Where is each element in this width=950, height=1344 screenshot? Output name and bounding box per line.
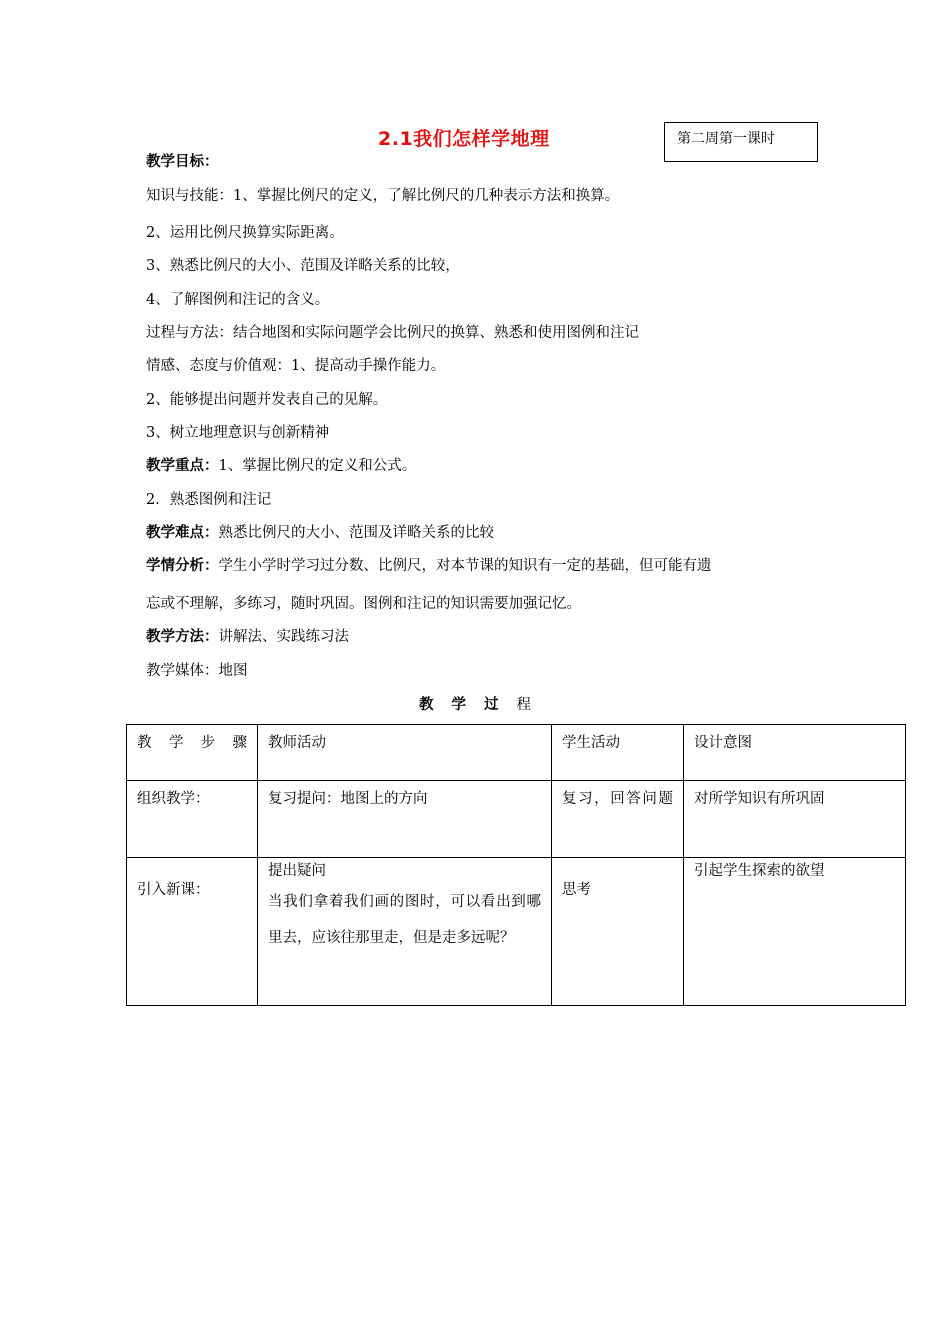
method-line (146, 627, 349, 647)
key-points-line-1 (146, 456, 416, 476)
table-row (127, 781, 906, 858)
process-heading-char-4: 程 (516, 697, 531, 713)
objective-knowledge: 知识与技能：1、掌握比例尺的定义，了解比例尺的几种表示方法和换算。 (146, 188, 620, 204)
row-1-step: 组织教学： (127, 781, 258, 858)
objective-emotion: 情感、态度与价值观：1、提高动手操作能力。 (146, 358, 446, 374)
method-text: 讲解法、实践练习法 (218, 629, 349, 645)
media-line: 教学媒体：地图 (146, 663, 248, 679)
objective-item-4: 4、了解图例和注记的含义。 (146, 292, 330, 308)
difficulty-line (146, 523, 494, 543)
table-row (127, 858, 906, 1006)
column-header-teacher: 教师活动 (258, 725, 552, 781)
document-title: 2.1我们怎样学地理 (378, 128, 550, 150)
row-1-intent: 对所学知识有所巩固 (684, 781, 906, 858)
method-label: 教学方法： (146, 628, 219, 645)
difficulty-text: 熟悉比例尺的大小、范围及详略关系的比较 (218, 525, 494, 541)
table-header-row (127, 725, 906, 781)
objective-item-2: 2、运用比例尺换算实际距离。 (146, 225, 344, 241)
key-points-text-1: 1、掌握比例尺的定义和公式。 (218, 458, 417, 474)
objectives-heading: 教学目标： (146, 153, 219, 170)
analysis-text-2: 忘或不理解，多练习，随时巩固。图例和注记的知识需要加强记忆。 (146, 596, 581, 612)
row-2-step: 引入新课： (127, 858, 258, 1006)
process-heading-char-3: 过 (484, 696, 499, 713)
process-heading-char-2: 学 (451, 696, 466, 713)
row-2-teacher-line-1: 提出疑问 (268, 863, 326, 879)
difficulty-label: 教学难点： (146, 524, 219, 541)
process-table (126, 724, 906, 1006)
row-1-teacher: 复习提问：地图上的方向 (258, 781, 552, 858)
objective-process-methods: 过程与方法：结合地图和实际问题学会比例尺的换算、熟悉和使用图例和注记 (146, 325, 639, 341)
analysis-line-1 (146, 556, 712, 576)
objective-item-3: 3、熟悉比例尺的大小、范围及详略关系的比较， (146, 258, 460, 274)
analysis-label: 学情分析： (146, 557, 219, 574)
row-2-teacher-line-2: 当我们拿着我们画的图时，可以看出到哪里去，应该往那里走，但是走多远呢？ (268, 894, 541, 946)
objective-emotion-3: 3、树立地理意识与创新精神 (146, 425, 330, 441)
column-header-intent: 设计意图 (684, 725, 906, 781)
analysis-text-1: 学生小学时学习过分数、比例尺，对本节课的知识有一定的基础，但可能有遗 (218, 558, 712, 574)
row-2-teacher (258, 858, 552, 1006)
process-heading-char-1: 教 (419, 696, 434, 713)
key-points-label: 教学重点： (146, 457, 219, 474)
row-1-student: 复习，回答问题 (552, 781, 684, 858)
column-header-steps: 教 学 步 骤 (127, 725, 258, 781)
objective-emotion-2: 2、能够提出问题并发表自己的见解。 (146, 392, 388, 408)
row-2-student: 思考 (552, 858, 684, 1006)
process-heading (0, 693, 950, 714)
column-header-student: 学生活动 (552, 725, 684, 781)
key-points-text-2: 2．熟悉图例和注记 (146, 492, 272, 508)
week-label-box: 第二周第一课时 (664, 122, 818, 162)
row-2-intent: 引起学生探索的欲望 (684, 858, 906, 1006)
